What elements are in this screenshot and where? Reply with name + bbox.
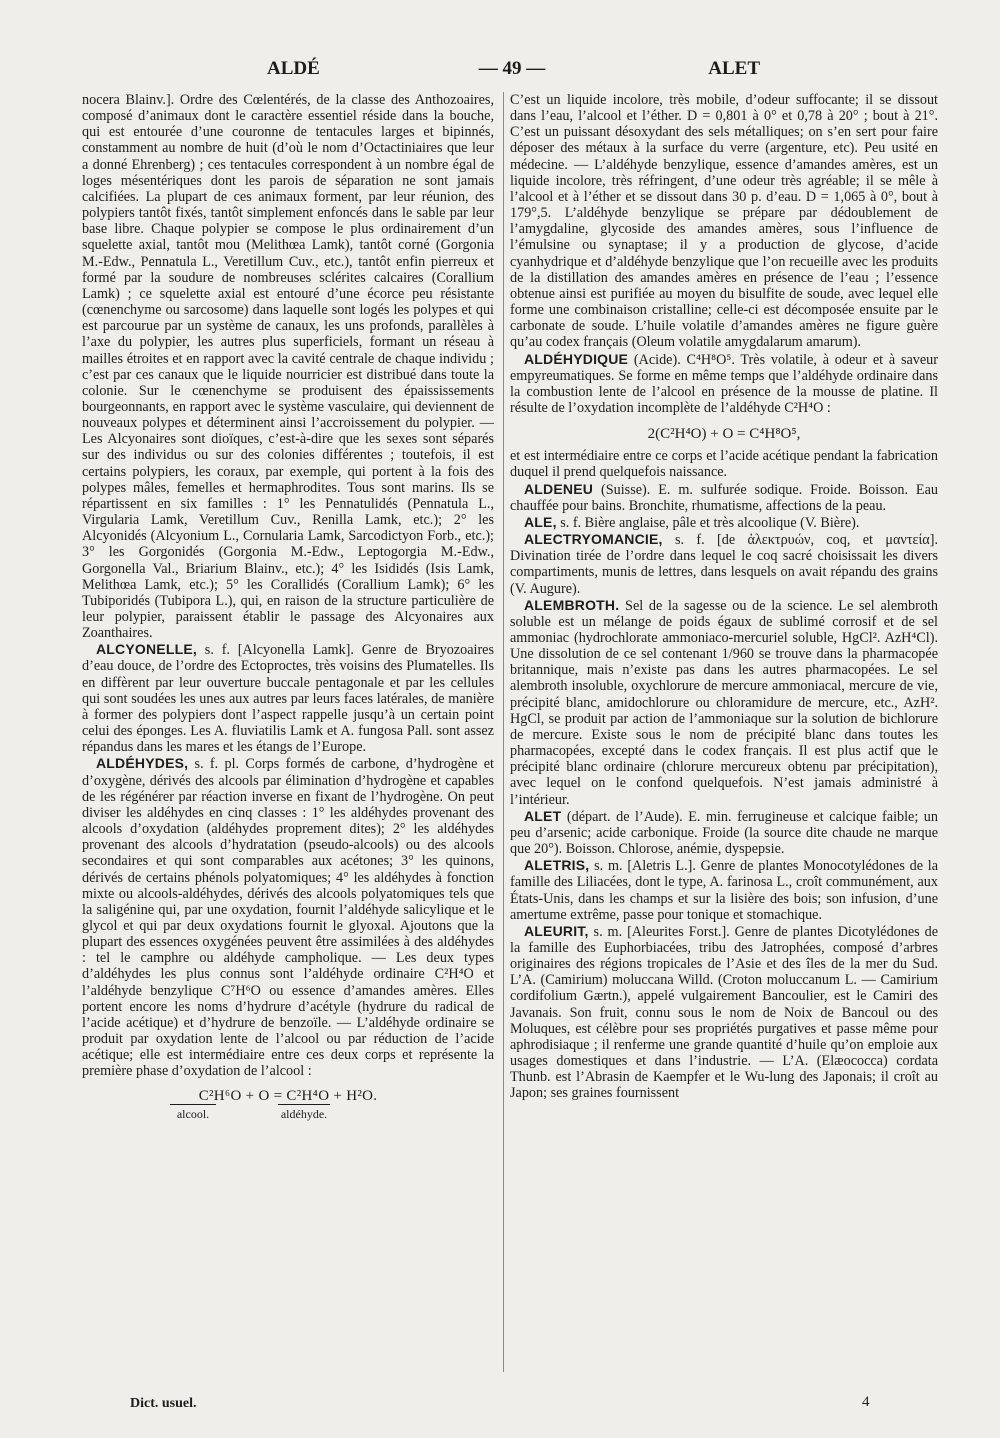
entry-alcyonelle [82,641,494,755]
entry-alcyonaires-continued: nocera Blainv.]. Ordre des Cœlentérés, de la classe des Anthozoaires, composé d’animaux dont le caractère essentiel réside dans la bouche, qui est entourée d’une couronne de tentacules larges et bipinnés, constamment au nombre de huit (d’où le nom d’Octactiniaires que leur a donné Ehrenberg) ; ces tentacules correspondent à un nombre égal de loges mésentériques dont les parois de séparation ne sont jamais calcifiées. La plupart de ces animaux forment, par leur réunion, des polypiers tantôt fixés, tantôt simplement enfoncés dans le sable par leur base libre. Chaque polypier se compose le plus ordinairement d’un squelette axial, tantôt mou (Melithœa Lamk), tantôt corné (Gorgonia M.-Edw., Pennatula L., Veretillum Cuv., etc.), tantôt enfin pierreux et formé par la soudure de nombreuses sclérites calcaires (Corallium Lamk) ; ce squelette axial est entouré d’une écorce peu résistante (cœnenchyme ou sarcosome) dans laquelle sont logés les polypes et qui est parcourue par un système de canaux, les uns profonds, parallèles à l’axe du polypier, les autres plus superficiels, formant un réseau à mailles étroites et en rapport avec la cavité centrale de chaque individu ; c’est par ces canaux que le liquide nourricier est distribué dans toute la colonie. Sur le cœnenchyme se produisent des épaississements bourgeonnants, en rapport avec le système vasculaire, qui deviennent de nouveaux polypes et déterminent ainsi l’accroissement du polypier. — Les Alcyonaires sont dioïques, c’est-à-dire que les sexes sont séparés sur des individus ou sur des colonies différentes ; toutefois, il est certains polypiers, les coraux, par exemple, qui portent à la fois des polypes mâles, femelles et hermaphrodites. Tous sont marins. Ils se répartissent en six familles : 1° les Pennatulidés (Pennatula L., Virgularia Lamk, Veretillum Cuv., Renilla Lamk, etc.); 2° les Alcyonidés (Alcyonium L., Cornularia Lamk, Sarcodictyon Forb., etc.); 3° les Gorgonidés (Gorgonia M.-Edw., Leptogorgia M.-Edw., Gorgonella Val., Briarium Blainv., etc.); 4° les Isididés (Isis Lamk, Melithœa Lamk, etc.); 5° les Corallidés (Corallium Lamk); 6° les Tubiporidés (Tubipora L.), qui, en raison de la structure particulière de leur polypier, paraissent établir le passage des Alcyonaires aux Zoanthaires. [82,92,494,642]
definition-aldehydique: (Acide). C⁴H⁸O⁵. Très volatile, à odeur et à saveur empyreumatiques. Se forme en même temps que l’aldéhyde ordinaire dans la combustion lente de l’alcool en présence de la mousse de platine. Il résulte de l’oxydation incomplète de l’aldéhyde C²H⁴O : [510,351,938,416]
definition-aleurit: s. m. [Aleurites Forst.]. Genre de plantes Dicotylédones de la famille des Euphorbiacées, tribu des Jatrophées, composé d’arbres originaires des régions tropicales de l’Asie et des îles de la mer du Sud. L’A. (Camirium) moluccana Willd. (Croton moluccanum L. — Camirium cordifolium Gærtn.), appelé vulgairement Bancoulier, est le Camiri des Javanais. Son fruit, connu sous le nom de Noix de Bancoul ou des Moluques, est célèbre pour ses propriétés purgatives et passe même pour aphrodisiaque ; il renferme une grande quantité d’huile qu’on emploie aux usages domestiques et dans l’industrie. — L’A. (Elæococca) cordata Thunb. est l’Abrasin de Kaempfer et le Wu-lung des Japonais; il croît au Japon; ses graines fournissent [510,923,938,1102]
definition-alembroth: Sel de la sagesse ou de la science. Le sel alembroth soluble est un mélange de poids égaux de sublimé corrosif et de sel ammoniac (hydrochlorate ammoniaco-mercuriel soluble, HgCl². AzH⁴Cl). Une dissolution de ce sel contenant 1/960 se trouve dans la pharmacopée britannique, mais n’existe pas dans les autres pharmacopées. Le sel alembroth insoluble, oxychlorure de mercure ammoniacal, mercure de vie, précipité blanc, amidochlorure ou chloramidure de mercure, etc., AzH². HgCl, se produit par action de l’ammoniaque sur la solution de bichlorure de mercure. Existe sous le nom de précipité blanc dans toutes les pharmacopées, excepté dans le codex français. Il est plus actif que le précipité blanc ordinaire (chlorure mercureux obtenu par précipitation), avec lequel on le confond quelquefois. N’est jamais administré à l’intérieur. [510,597,938,808]
footer-signature-number: 4 [862,1394,870,1410]
headword-alcyonelle: ALCYONELLE, [96,641,197,658]
entry-aletris [510,857,938,923]
entry-aldehydes-continued: C’est un liquide incolore, très mobile, d’odeur suffocante; il se dissout dans l’eau, l’alcool et l’éther. D = 0,801 à 0° et 0,78 à 20° ; bout à 21°. C’est un puissant désoxydant des sels métalliques; on s’en sert pour faire déposer des métaux à la surface du verre (argenture, etc). Peu usité en médecine. — L’aldéhyde benzylique, essence d’amandes amères, est un liquide incolore, très réfringent, d’une odeur très agréable; il se mêle à l’alcool et à l’éther et se dissout dans 30 p. d’eau. D = 1,065 à 0°, bout à 179°,5. L’aldéhyde benzylique se prépare par dédoublement de l’amygdaline, glycoside des amandes amères, sous l’influence de l’émulsine ou synaptase; il y a production de glycose, d’acide cyanhydrique et d’aldéhyde benzylique que l’on recueille avec les produits de la distillation des amandes amères en présence de l’eau ; l’essence obtenue ainsi est purifiée au moyen du bisulfite de soude, avec lequel elle forme une combinaison cristalline; celle-ci est décomposée ensuite par le carbonate de soude. L’huile volatile d’amandes amères ne figure guère qu’au codex français (Oleum volatile amygdalarum amarum). [510,92,938,351]
footer-signature-label: Dict. usuel. [130,1396,197,1411]
headword-aldehydique: ALDÉHYDIQUE [524,350,629,367]
headword-ale: ALE, [524,513,557,530]
equation-alcohol-oxidation: C²H⁶O + O = C²H⁴O + H²O. [198,1087,378,1104]
definition-aletris: s. m. [Aletris L.]. Genre de plantes Monocotylédones de la famille des Liliacées, dont le type, A. farinosa L., croît communément, aux États-Unis, dans les champs et sur la lisière des bois; son infusion, d’une amertume extrême, passe pour tonique et stomachique. [510,858,938,923]
formula-aldehydique: 2(C²H⁴O) + O = C⁴H⁸O⁵, [647,426,801,443]
header-left-guideword: ALDÉ [267,58,320,79]
entry-alembroth [510,597,938,808]
definition-alectryomancie: s. f. [de ἀλεκτρυών, coq, et μαντεία]. Divination tirée de l’ordre dans lequel le coq sacré choisissait les divers compartiments, munis de lettres, dans lesquels on avait répandu des grains (V. Augure). [510,532,938,597]
page-number: — 49 — [478,58,546,79]
definition-alet: (départ. de l’Aude). E. min. ferrugineuse et calcique faible; un peu d’arsenic; acide carbonique. Froide (la source dite chaude ne marque que 20°). Boisson. Chlorose, anémie, dyspepsie. [510,808,938,858]
entry-aldehydique [510,351,938,417]
entry-ale [510,514,938,531]
definition-alcyonelle: s. f. [Alcyonella Lamk]. Genre de Bryozoaires d’eau douce, de l’ordre des Ectoproctes, très voisins des Plumatelles. Ils en diffèrent par leur ouverture buccale pentagonale et par les cellules qui sont soudées les unes aux autres par leurs faces latérales, de manière à former des polypiers dont l’aspect rappelle jusqu’à un certain point celui des éponges. Les A. fluviatilis Lamk et A. fungosa Pall. sont assez répandus dans les mares et les étangs de l’Europe. [82,642,494,756]
equation-labels [82,1104,494,1122]
aldehydique-continued: et est intermédiaire entre ce corps et l’acide acétique pendant la fabrication duquel il prend quelquefois naissance. [510,448,938,481]
column-divider [503,92,504,1372]
headword-alembroth: ALEMBROTH. [524,596,620,613]
headword-alectryomancie: ALECTRYOMANCIE, [524,531,663,548]
equation-label-alcool: alcool. [170,1104,216,1122]
page-header [82,58,940,88]
right-column [510,92,938,1102]
equation-label-aldehyde: aldéhyde. [278,1104,330,1122]
headword-alet: ALET [524,807,562,824]
entry-aldehydes [82,755,494,1079]
headword-aldeneu: ALDENEU [524,480,594,497]
header-right-guideword: ALET [708,58,760,79]
definition-aldehydes: s. f. pl. Corps formés de carbone, d’hydrogène et d’oxygène, dérivés des alcools par élimination d’hydrogène et capables de les régénérer par réaction inverse en fixant de l’hydrogène. On peut diviser les aldéhydes en cinq classes : 1° les aldéhydes provenant des alcools d’oxydation (aldéhydes proprement dites); 2° les aldéhydes provenant des alcools d’hydratation (pseudo-alcools) ou des alcools secondaires et qui sont comparables aux acétones; 3° les quinons, dérivés de certains phénols polyatomiques; 4° les aldéhydes à fonction mixte ou alcools-aldéhydes, dérivés des alcools polyatomiques tels que la saligénine qui, par une oxydation, fournit l’aldéhyde salicylique et le glycol et qui par deux oxydations fournit le glyoxal. Ajoutons que la plupart des essences oxygénées peuvent être assimilées à des aldéhydes : tel le camphre ou aldéhyde campholique. — Les deux types d’aldéhydes les plus connus sont l’aldéhyde ordinaire C²H⁴O et l’aldéhyde benzylique C⁷H⁶O ou essence d’amandes amères. Elles portent encore les noms d’hydrure d’acétyle (hydrure du radical de l’acide acétique) et d’hydrure de benzoïle. — L’aldéhyde ordinaire se produit par oxydation lente de l’alcool ou par réduction de l’acide acétique; elle est intermédiaire entre ces deux corps et représente la première phase d’oxydation de l’alcool : [82,756,494,1080]
entry-aldeneu [510,481,938,514]
headword-aleurit: ALEURIT, [524,922,589,939]
entry-aleurit [510,923,938,1102]
definition-ale: s. f. Bière anglaise, pâle et très alcoolique (V. Bière). [556,514,860,531]
entry-alet [510,808,938,857]
headword-aldehydes: ALDÉHYDES, [96,755,189,772]
headword-aletris: ALETRIS, [524,857,590,874]
left-column [82,92,494,1122]
definition-aldeneu: (Suisse). E. m. sulfurée sodique. Froide. Boisson. Eau chauffée pour bains. Bronchite, rhumatisme, affections de la peau. [510,481,938,514]
entry-alectryomancie [510,531,938,597]
